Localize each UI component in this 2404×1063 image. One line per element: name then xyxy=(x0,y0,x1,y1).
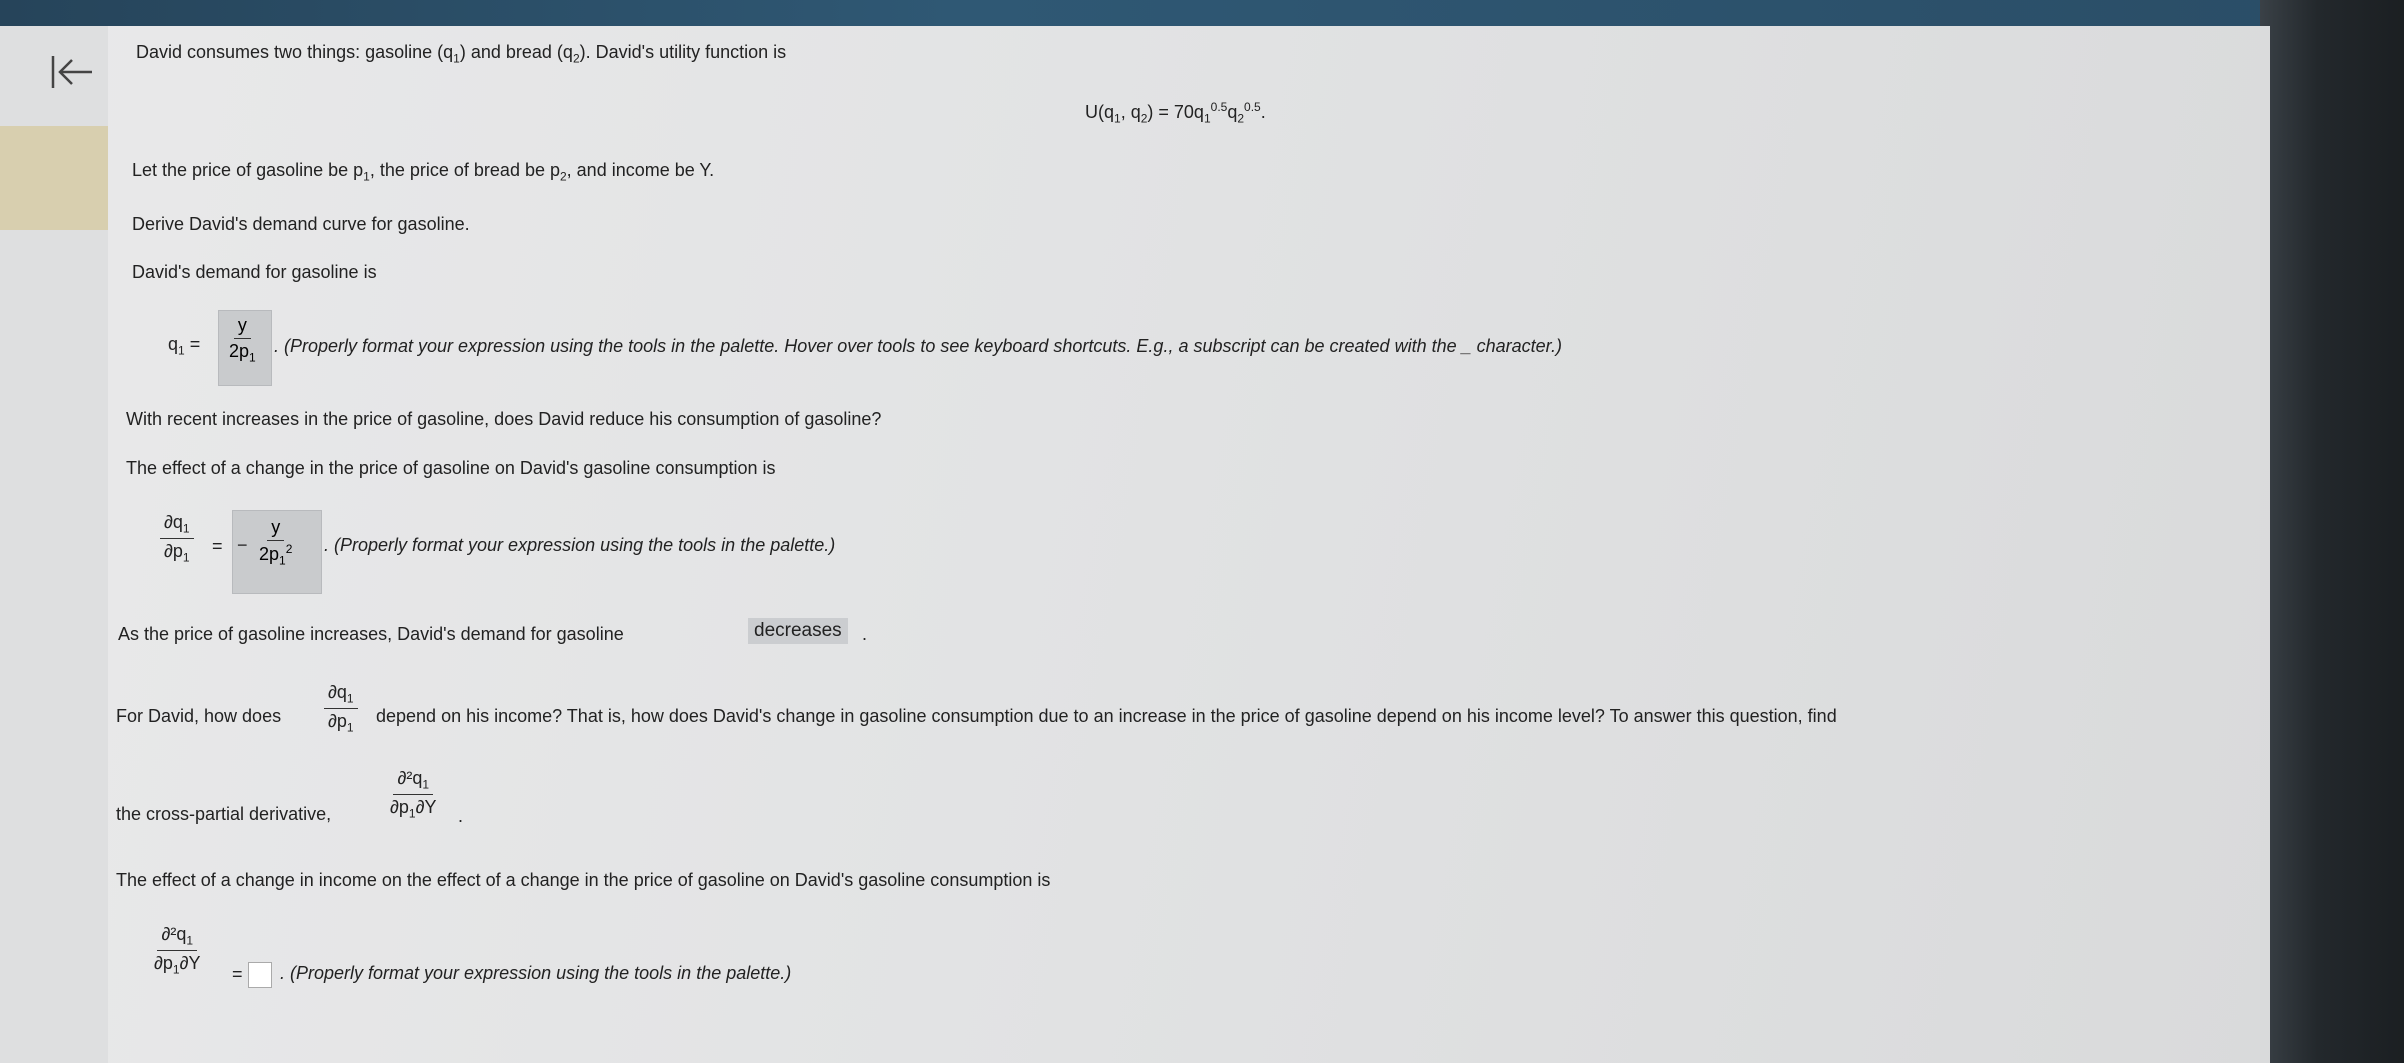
demand-denominator: $2p_1$ xyxy=(229,340,256,365)
as-price-period: . xyxy=(862,624,868,644)
prices-text: Let the price of gasoline be $p_1$, the price of bread be $p_2$, and income be Y. xyxy=(132,160,715,184)
as-price-text: As the price of gasoline increases, David's demand for gasoline xyxy=(118,624,624,644)
deriv1-format-note: . (Properly format your expression using the tools in the palette.) xyxy=(324,535,836,555)
cross-partial-text: the cross-partial derivative, xyxy=(116,804,332,824)
effect-price-prompt: The effect of a change in the price of gasoline on David's gasoline consumption is xyxy=(126,458,776,478)
task-derive-demand: Derive David's demand curve for gasoline. xyxy=(132,214,470,234)
deriv1-lhs-fraction: $\frac{\partial q_1}{\partial p_1}$ xyxy=(160,512,194,566)
for-david-text-a: For David, how does xyxy=(116,706,282,726)
left-sidebar xyxy=(0,26,108,1063)
utility-function: $U(q_1$, $q_2) = 70q_1^{0.5}q_2^{0.5}$. xyxy=(1085,100,1266,126)
deriv2-format-note: . (Properly format your expression using the tools in the palette.) xyxy=(280,963,792,983)
deriv2-answer-input[interactable] xyxy=(248,962,272,988)
deriv1-numerator: y xyxy=(267,517,284,541)
right-frame xyxy=(2260,0,2404,1063)
demand-prompt: David's demand for gasoline is xyxy=(132,262,377,282)
demand-lhs: $q_1$ = xyxy=(168,334,201,358)
deriv1-equals: = xyxy=(212,536,223,556)
deriv1-minus: − xyxy=(237,535,248,555)
question-reduce-consumption: With recent increases in the price of gasoline, does David reduce his consumption of gasoline? xyxy=(126,409,882,429)
demand-answer-box[interactable] xyxy=(218,310,272,386)
demand-format-note: . (Properly format your expression using the tools in the palette. Hover over tools to see keyboard shortcuts. E.g., a subscript can be created with the _ character.) xyxy=(274,336,1562,356)
effect-income-prompt: The effect of a change in income on the effect of a change in the price of gasoline on David's gasoline consumption is xyxy=(116,870,1051,890)
intro-text: David consumes two things: gasoline $(q_1)$ and bread $(q_2)$. David's utility function is xyxy=(136,42,787,66)
demand-numerator: y xyxy=(234,315,251,339)
demand-direction-dropdown[interactable]: decreases xyxy=(748,618,848,644)
deriv2-equals: = xyxy=(232,962,272,988)
sidebar-highlight xyxy=(0,126,108,230)
cross-partial-period: . xyxy=(458,806,464,826)
deriv1-answer-box[interactable] xyxy=(232,510,322,594)
for-david-fraction: $\frac{\partial q_1}{\partial p_1}$ xyxy=(324,682,358,736)
top-bar xyxy=(0,0,2404,26)
deriv1-denominator: $2p_1^2$ xyxy=(259,541,293,568)
cross-partial-fraction: $\frac{\partial^2q_1}{\partial p_1\partial Y}$ xyxy=(390,768,437,821)
for-david-text-b: depend on his income? That is, how does David's change in gasoline consumption due to an increase in the price of gasoline depend on his income level? To answer this question, find xyxy=(376,706,1837,726)
collapse-back-icon[interactable] xyxy=(46,52,96,92)
deriv2-lhs-fraction: $\frac{\partial^2q_1}{\partial p_1\partial Y}$ xyxy=(154,924,201,977)
